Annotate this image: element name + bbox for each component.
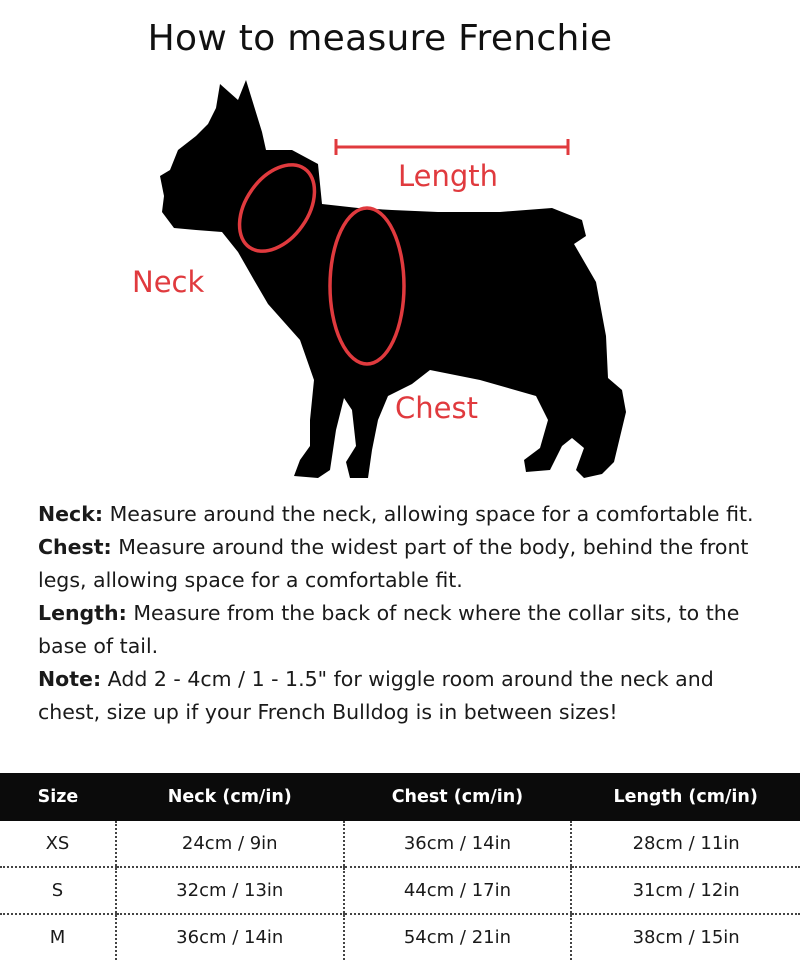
cell-length: 38cm / 15in (571, 914, 800, 960)
chest-label: Chest (395, 391, 478, 425)
instruction-chest: Chest: Measure around the widest part of the body, behind the front legs, allowing space for a comfortable fit. (38, 535, 749, 592)
length-indicator (336, 139, 568, 155)
cell-chest: 36cm / 14in (344, 821, 572, 867)
table-row (0, 867, 800, 914)
instruction-length: Length: Measure from the back of neck where the collar sits, to the base of tail. (38, 601, 740, 658)
cell-neck: 24cm / 9in (116, 821, 344, 867)
measurement-instructions (38, 498, 778, 729)
cell-length: 28cm / 11in (571, 821, 800, 867)
header-length: Length (cm/in) (571, 773, 800, 821)
instruction-neck: Neck: Measure around the neck, allowing space for a comfortable fit. (38, 502, 754, 526)
header-size: Size (0, 773, 116, 821)
header-chest: Chest (cm/in) (344, 773, 572, 821)
cell-neck: 36cm / 14in (116, 914, 344, 960)
length-label: Length (398, 159, 499, 193)
cell-size: M (49, 927, 66, 948)
cell-size: XS (0, 821, 116, 867)
neck-label: Neck (132, 265, 205, 299)
size-chart-table (0, 773, 800, 960)
table-row (0, 914, 800, 960)
table-header-row (0, 773, 800, 821)
french-bulldog-silhouette-icon (160, 80, 626, 478)
cell-chest: 44cm / 17in (344, 867, 572, 914)
cell-chest: 54cm / 21in (344, 914, 572, 960)
cell-length: 31cm / 12in (571, 867, 800, 914)
cell-size: S (0, 867, 116, 914)
header-neck: Neck (cm/in) (116, 773, 344, 821)
table-row (0, 821, 800, 867)
instruction-note: Note: Add 2 - 4cm / 1 - 1.5" for wiggle room around the neck and chest, size up if your French Bulldog is in between sizes! (38, 667, 714, 724)
cell-neck: 32cm / 13in (116, 867, 344, 914)
page-title: How to measure Frenchie (147, 18, 613, 59)
